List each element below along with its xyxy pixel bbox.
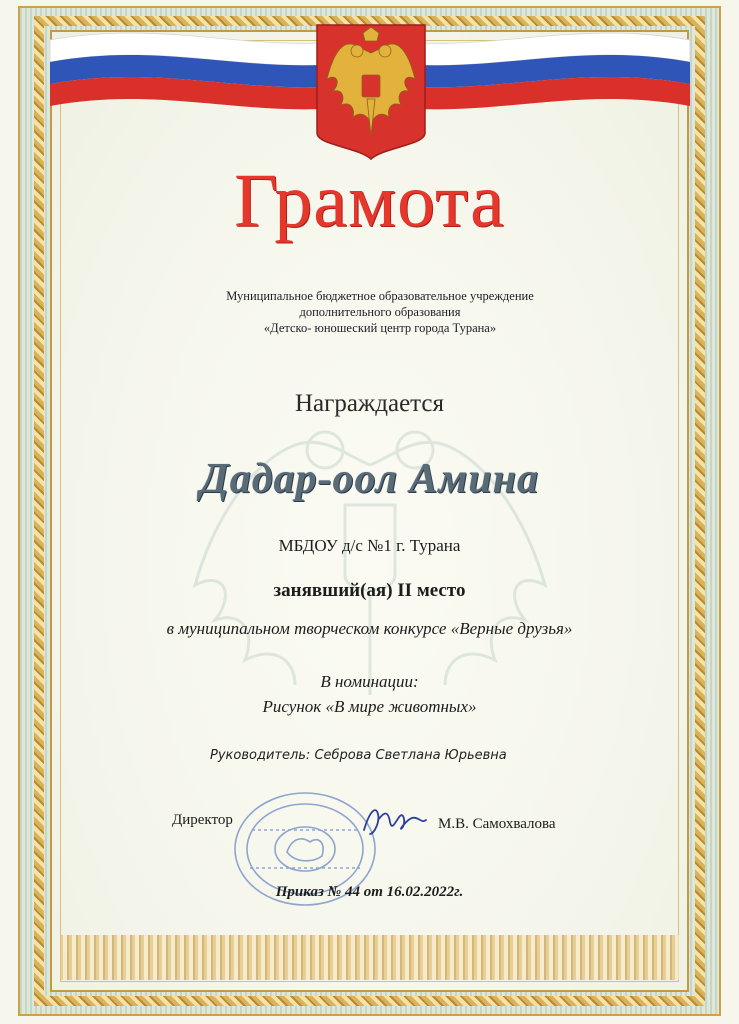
nomination-label: В номинации: bbox=[320, 672, 419, 691]
director-label: Директор bbox=[172, 812, 233, 828]
organization-line: «Детско- юношеский центр города Турана» bbox=[263, 321, 497, 335]
organization-line: Муниципальное бюджетное образовательное учреждение bbox=[226, 289, 534, 303]
signature-icon bbox=[360, 800, 432, 842]
organization-name bbox=[180, 288, 580, 336]
director-name: М.В. Самохвалова bbox=[438, 816, 556, 832]
nomination-value: Рисунок «В мире животных» bbox=[262, 697, 477, 716]
award-place: занявший(ая) II место bbox=[273, 580, 466, 601]
recipient-name: Дадар-оол Амина bbox=[200, 456, 539, 502]
coat-of-arms-icon bbox=[315, 23, 427, 161]
bottom-ornament-band bbox=[60, 935, 679, 980]
leader-name: Руководитель: Себрова Светлана Юрьевна bbox=[210, 748, 507, 763]
recipient-school: МБДОУ д/с №1 г. Турана bbox=[278, 536, 461, 555]
organization-line: дополнительного образования bbox=[299, 305, 461, 319]
certificate-title: Грамота bbox=[234, 159, 505, 243]
order-number: Приказ № 44 от 16.02.2022г. bbox=[275, 884, 464, 900]
contest-name: в муниципальном творческом конкурсе «Верные друзья» bbox=[166, 619, 573, 638]
awarded-heading: Награждается bbox=[294, 390, 444, 417]
